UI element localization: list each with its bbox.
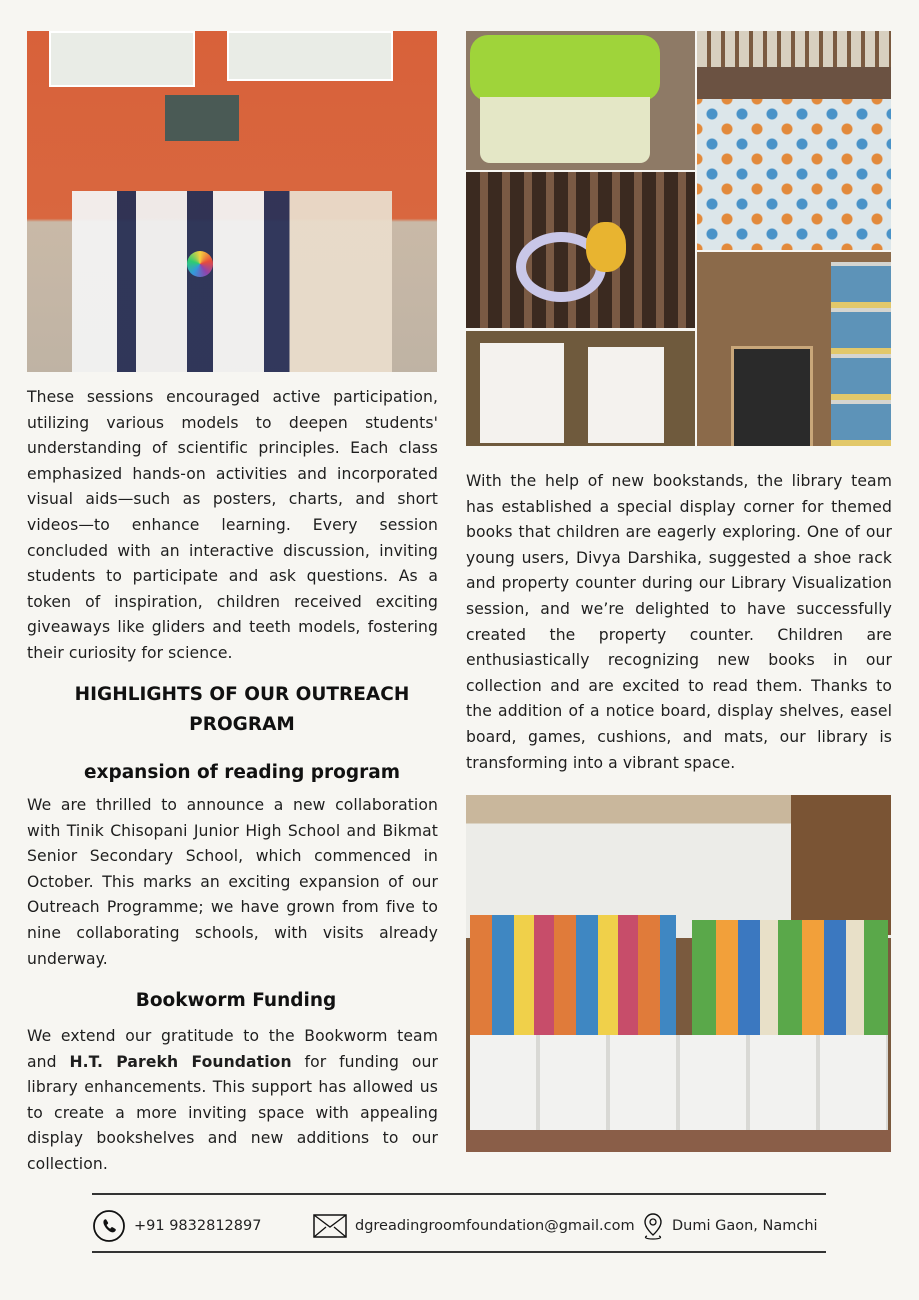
footer-location <box>642 1210 818 1242</box>
bookworm-paragraph <box>27 1024 438 1178</box>
email-address: dgreadingroomfoundation@gmail.com <box>355 1218 635 1234</box>
photo-bookshelf-easel <box>697 252 891 446</box>
photo-students-science-session <box>27 31 437 372</box>
photo-library-display-shelves <box>466 795 891 1152</box>
photo-rainbow-hammock <box>466 172 695 328</box>
photo-notice-papers <box>466 331 695 446</box>
bookworm-heading: Bookworm Funding <box>135 990 337 1011</box>
location-pin-icon <box>642 1212 664 1240</box>
highlights-heading: HIGHLIGHTS OF OUR OUTREACH PROGRAM <box>74 684 410 735</box>
bookworm-text-post: for funding our library enhancements. This support has allowed us to create a more inviting space with appealing display bookshelves and new additions to our collection. <box>27 1052 438 1173</box>
footer-top-divider <box>92 1193 826 1195</box>
intro-paragraph: These sessions encouraged active participation, utilizing various models to deepen students' understanding of scientific principles. Each class emphasized hands-on activities and incorporated visual aids—such as posters, charts, and short videos—to enhance learning. Every session concluded with an interactive discussion, inviting students to participate and ask questions. As a token of inspiration, children received exciting giveaways like gliders and teeth models, fostering their curiosity for science. <box>27 388 438 662</box>
phone-icon <box>92 1209 126 1243</box>
bookworm-text-pre: We extend our gratitude to the Bookworm team and <box>27 1027 438 1071</box>
envelope-icon <box>313 1214 347 1238</box>
expansion-heading: expansion of reading program <box>83 762 401 783</box>
expansion-paragraph: We are thrilled to announce a new collaboration with Tinik Chisopani Junior High School and Bikmat Senior Secondary School, which commenced in October. This marks an exciting expansion of our Outreach Programme; we have grown from five to nine collaborating schools, with visits already underway. <box>27 796 438 968</box>
photo-play-mat <box>697 31 891 250</box>
phone-number: +91 9832812897 <box>134 1218 262 1234</box>
foundation-name: H.T. Parekh Foundation <box>69 1052 292 1071</box>
library-paragraph: With the help of new bookstands, the library team has established a special display corner for themed books that children are eagerly exploring. One of our young users, Divya Darshika, suggested a shoe rack and property counter during our Library Visualization session, and we’re delighted to have successfully created the property counter. Children are enthusiastically recognizing new books in our collection and are excited to read them. Thanks to the addition of a notice board, display shelves, easel board, games, cushions, and mats, our library is transforming into a vibrant space. <box>466 472 892 772</box>
location-text: Dumi Gaon, Namchi <box>672 1218 818 1234</box>
photo-green-storage-box <box>466 31 695 170</box>
footer-email[interactable] <box>313 1210 635 1242</box>
footer-bottom-divider <box>92 1251 826 1253</box>
footer-phone[interactable] <box>92 1210 261 1242</box>
